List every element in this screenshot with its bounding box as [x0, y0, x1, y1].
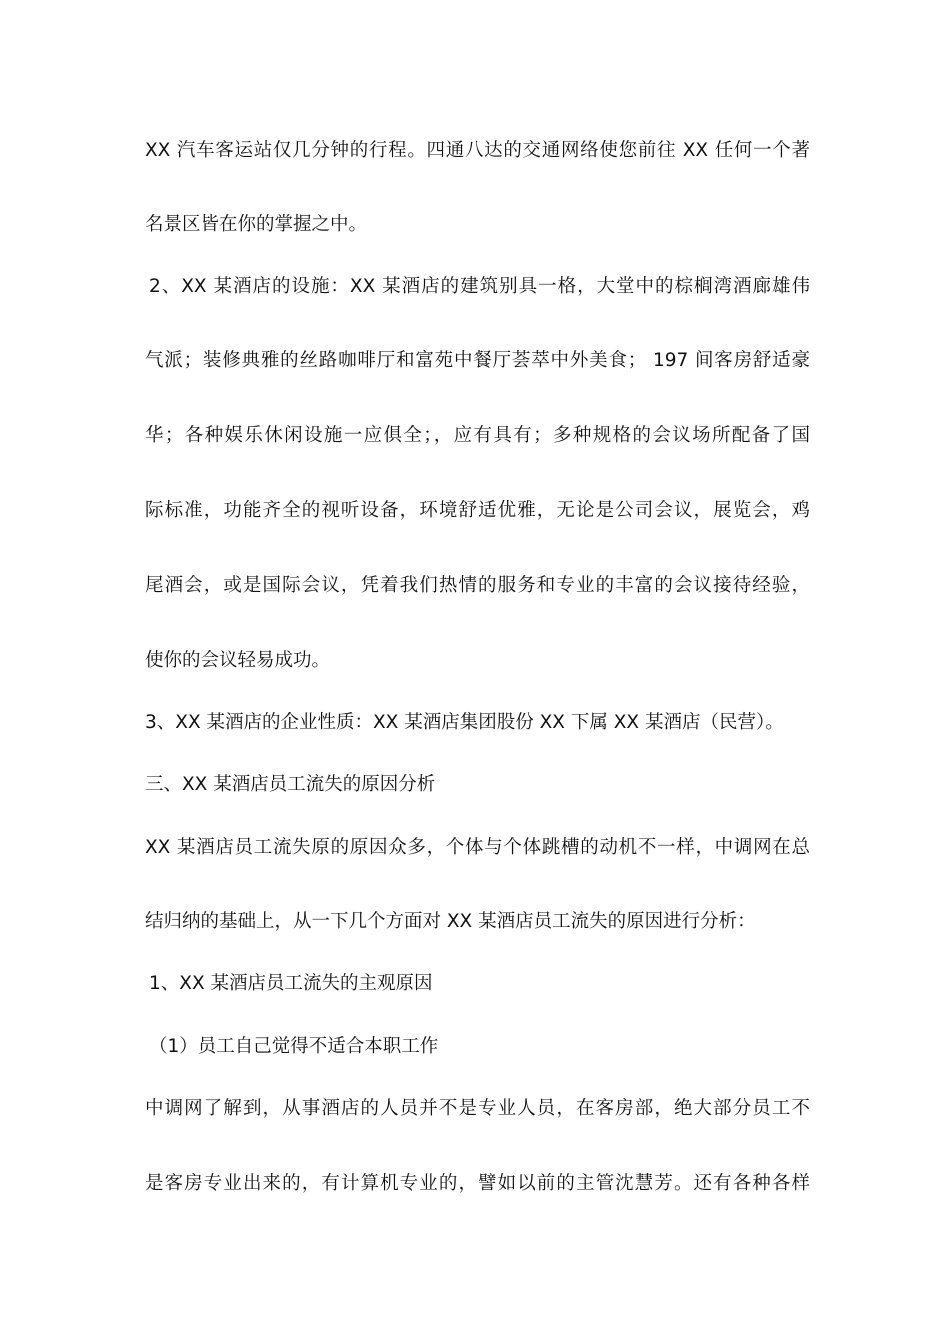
paragraph-line: 使你的会议轻易成功。	[145, 650, 331, 671]
paragraph-line: XX 汽车客运站仅几分钟的行程。四通八达的交通网络使您前往 XX 任何一个著	[145, 140, 810, 161]
subsection-heading: 1、XX 某酒店员工流失的主观原因	[149, 973, 433, 994]
paragraph-line: 际标准，功能齐全的视听设备，环境舒适优雅，无论是公司会议，展览会，鸡	[145, 500, 810, 521]
paragraph-line: XX 某酒店员工流失原的原因众多，个体与个体跳槽的动机不一样，中调网在总	[145, 837, 810, 858]
section-heading: 三、XX 某酒店员工流失的原因分析	[145, 774, 436, 795]
paragraph-line: 3、XX 某酒店的企业性质：XX 某酒店集团股份 XX 下属 XX 某酒店（民营）。	[145, 712, 784, 733]
paragraph-line: 尾酒会，或是国际会议，凭着我们热情的服务和专业的丰富的会议接待经验，	[145, 575, 810, 596]
paragraph-line: 结归纳的基础上，从一下几个方面对 XX 某酒店员工流失的原因进行分析：	[145, 911, 756, 932]
paragraph-line: 是客房专业出来的，有计算机专业的，譬如以前的主管沈慧芳。还有各种各样	[145, 1173, 810, 1194]
subsection-heading: （1）员工自己觉得不适合本职工作	[149, 1036, 439, 1057]
paragraph-line: 2、XX 某酒店的设施：XX 某酒店的建筑别具一格，大堂中的棕榈湾酒廊雄伟	[149, 276, 810, 297]
paragraph-line: 华；各种娱乐休闲设施一应俱全；，应有具有；多种规格的会议场所配备了国	[145, 425, 810, 446]
paragraph-line: 中调网了解到，从事酒店的人员并不是专业人员，在客房部，绝大部分员工不	[145, 1098, 810, 1119]
paragraph-line: 气派；装修典雅的丝路咖啡厅和富苑中餐厅荟萃中外美食； 197 间客房舒适豪	[145, 350, 810, 371]
paragraph-line: 名景区皆在你的掌握之中。	[145, 214, 368, 235]
